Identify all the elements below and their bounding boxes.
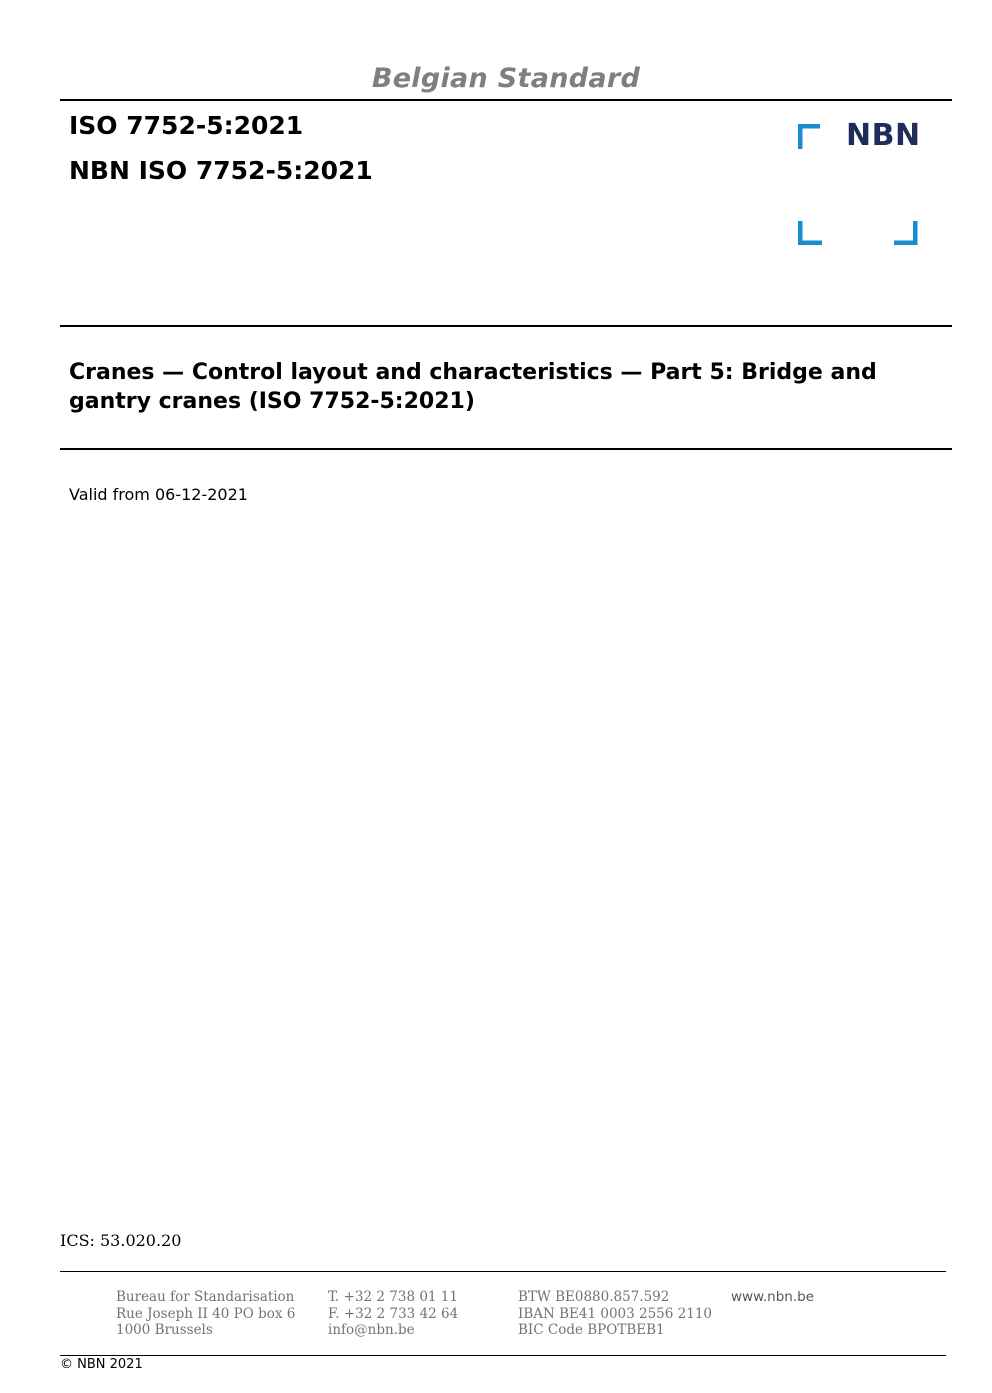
header-divider	[60, 99, 952, 101]
title-bottom-divider	[60, 448, 952, 450]
phone-number: T. +32 2 738 01 11	[328, 1289, 458, 1305]
address-line: Rue Joseph II 40 PO box 6	[116, 1305, 296, 1322]
footer-bank	[518, 1289, 712, 1339]
document-title	[69, 358, 939, 416]
footer-web	[731, 1289, 814, 1306]
document-type-label: Belgian Standard	[371, 63, 641, 94]
footer-address	[116, 1289, 295, 1339]
nbn-standard-number: NBN ISO 7752-5:2021	[69, 156, 373, 185]
title-line-2: gantry cranes (ISO 7752-5:2021)	[69, 389, 475, 414]
address-line: 1000 Brussels	[116, 1322, 213, 1338]
email-link[interactable]: info@nbn.be	[328, 1322, 415, 1338]
website-link[interactable]: www.nbn.be	[731, 1289, 815, 1305]
iso-standard-number: ISO 7752-5:2021	[69, 111, 304, 140]
vat-number: BTW BE0880.857.592	[518, 1289, 670, 1305]
footer-top-divider	[60, 1271, 946, 1272]
iban-number: IBAN BE41 0003 2556 2110	[518, 1305, 713, 1322]
copyright-notice: © NBN 2021	[60, 1357, 143, 1372]
validity-date: Valid from 06-12-2021	[69, 485, 248, 504]
ics-code: ICS: 53.020.20	[60, 1231, 182, 1250]
fax-number: F. +32 2 733 42 64	[328, 1305, 459, 1322]
bic-code: BIC Code BPOTBEB1	[518, 1322, 665, 1338]
nbn-logo-text: NBN	[846, 118, 921, 153]
title-top-divider	[60, 325, 952, 327]
title-line-1: Cranes — Control layout and characteristics — Part 5: Bridge and	[69, 360, 877, 385]
footer-contact	[328, 1289, 458, 1339]
address-line: Bureau for Standarisation	[116, 1289, 295, 1305]
footer-bottom-divider	[60, 1355, 946, 1356]
